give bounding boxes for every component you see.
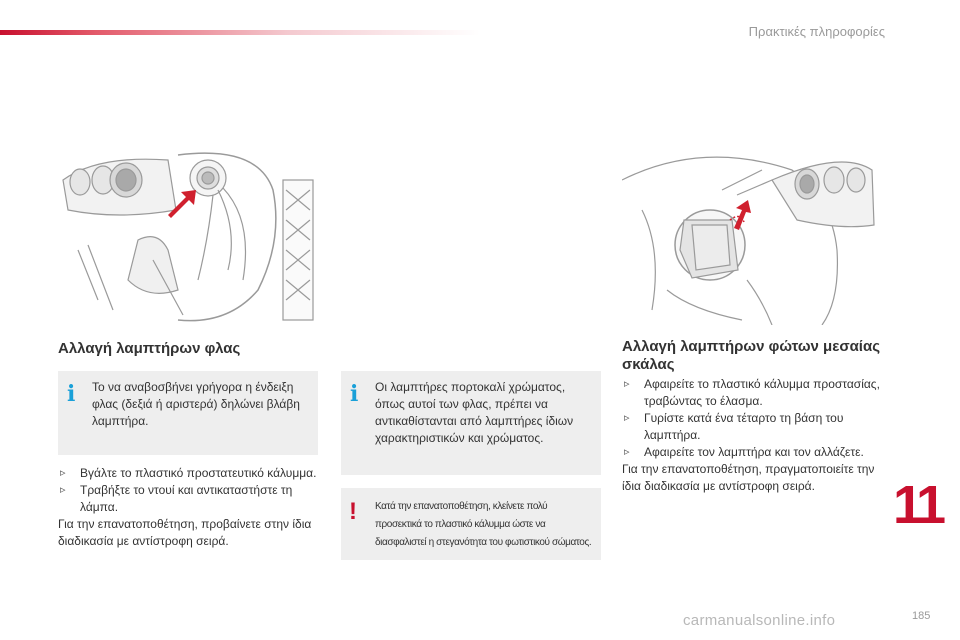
flasher-info-text: Το να αναβοσβήνει γρήγορα η ένδειξη φλας (δεξιά ή αριστερά) δηλώνει βλάβη λαμπτήρα. [92, 380, 300, 428]
bullet-icon: ▹ [624, 412, 630, 424]
orange-bulb-info-box [341, 371, 601, 475]
bullet-icon: ▹ [60, 484, 66, 496]
flasher-steps [58, 465, 318, 550]
watermark: carmanualsonline.info [683, 612, 836, 629]
step-text: Γυρίστε κατά ένα τέταρτο τη βάση του λαμπτήρα. [644, 411, 844, 442]
info-icon: i [67, 381, 76, 407]
bullet-icon: ▹ [624, 446, 630, 458]
warning-icon: ! [349, 498, 357, 525]
flasher-info-box [58, 371, 318, 455]
dipped-beam-illustration [622, 150, 877, 325]
warning-box [341, 488, 601, 560]
page-number: 185 [912, 610, 931, 622]
step-text: Αφαιρείτε το πλαστικό κάλυμμα προστασίας, τραβώντας το έλασμα. [644, 377, 880, 408]
reassembly-note: Για την επανατοποθέτηση, προβαίνετε στην ίδια διαδικασία με αντίστροφη σειρά. [58, 517, 312, 548]
step-text: Βγάλτε το πλαστικό προστατευτικό κάλυμμα. [80, 466, 317, 480]
dipped-beam-section-title: Αλλαγή λαμπτήρων φώτων μεσαίας σκάλας [622, 338, 880, 373]
step-text: Αφαιρείτε τον λαμπτήρα και τον αλλάζετε. [644, 445, 864, 459]
step-text: Τραβήξτε το ντουί και αντικαταστήστε τη λάμπα. [80, 483, 293, 514]
list-item [58, 482, 318, 516]
warning-text: Κατά την επανατοποθέτηση, κλείνετε πολύ προσεκτικά το πλαστικό κάλυμμα ώστε να διασφαλιστεί η στεγανότητα του φωτιστικού σώματος. [375, 501, 592, 548]
list-item [622, 410, 892, 444]
section-header: Πρακτικές πληροφορίες [748, 24, 885, 39]
info-icon: i [350, 381, 359, 407]
list-item [622, 444, 892, 461]
bullet-icon: ▹ [624, 378, 630, 390]
list-item [58, 465, 318, 482]
orange-bulb-info-text: Οι λαμπτήρες πορτοκαλί χρώματος, όπως αυτοί των φλας, πρέπει να αντικαθίστανται από λαμπτήρες ίδιων χαρακτηριστικών και χρώματος. [375, 380, 574, 445]
reassembly-note: Για την επανατοποθέτηση, πραγματοποιείτε την ίδια διαδικασία με αντίστροφη σειρά. [622, 462, 875, 493]
bullet-icon: ▹ [60, 467, 66, 479]
accent-bar [0, 30, 480, 35]
dipped-beam-steps [622, 376, 892, 495]
flasher-section-title: Αλλαγή λαμπτήρων φλας [58, 340, 241, 357]
list-item [622, 376, 892, 410]
chapter-number: 11 [893, 475, 943, 535]
flasher-illustration [58, 150, 318, 325]
